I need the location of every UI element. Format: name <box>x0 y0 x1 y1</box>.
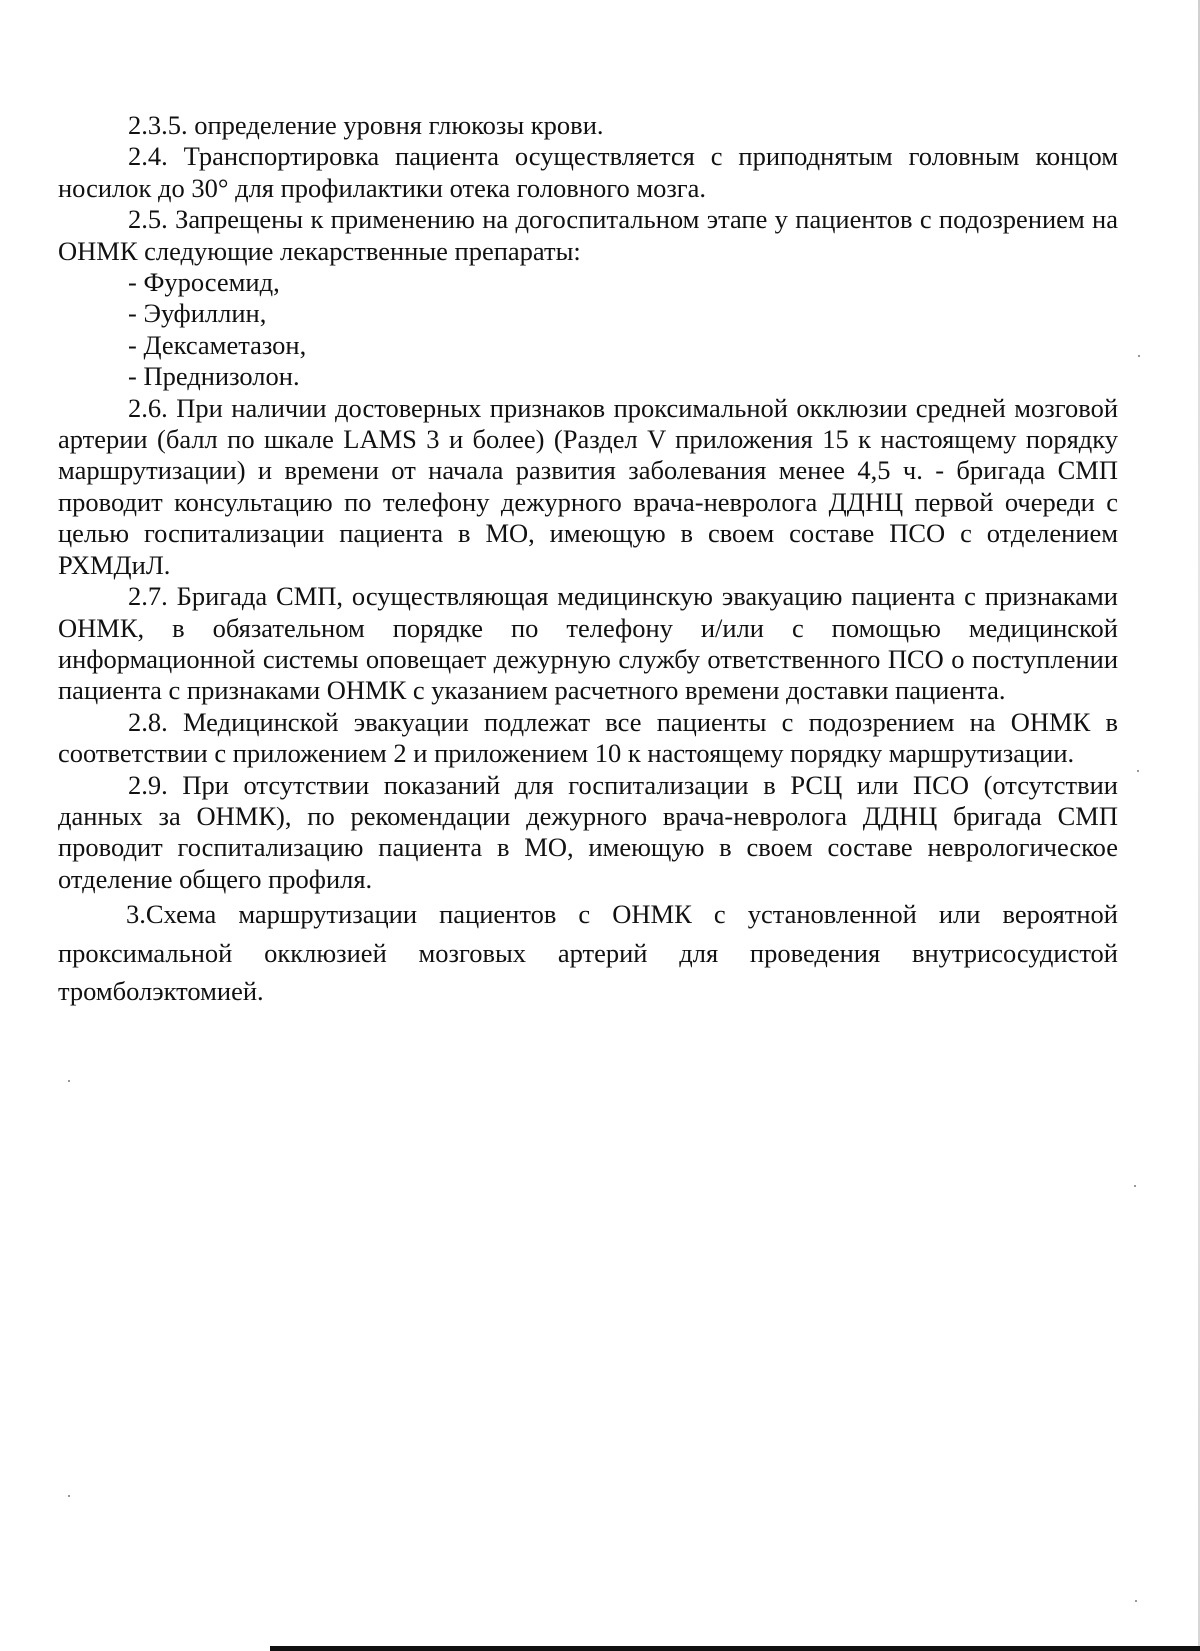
paragraph-2-8: 2.8. Медицинской эвакуации подлежат все пациенты с подозрением на ОНМК в соответствии с приложением 2 и приложением 10 к настоящему порядку маршрутизации. <box>58 706 1118 769</box>
list-item-prednisolone: - Преднизолон. <box>128 361 300 392</box>
list-item-furosemide: - Фуросемид, <box>128 267 280 298</box>
paragraph-2-3-5: 2.3.5. определение уровня глюкозы крови. <box>128 110 604 140</box>
scan-edge-bottom <box>270 1646 1200 1651</box>
paragraph-2-5: 2.5. Запрещены к применению на догоспитальном этапе у пациентов с подозрением на ОНМК следующие лекарственные препараты: <box>58 204 1118 266</box>
scan-speck <box>1135 1600 1137 1602</box>
list-item-dexamethasone: - Дексаметазон, <box>128 329 307 360</box>
paragraph-3: 3.Схема маршрутизации пациентов с ОНМК с установленной или вероятной проксимальной окклюзией мозговых артерий для проведения внутрисосудистой тромболэктомией. <box>58 899 1118 1007</box>
list-item-euphylline: - Эуфиллин, <box>128 298 267 329</box>
scan-speck <box>1138 355 1140 357</box>
scan-speck <box>68 1495 70 1497</box>
scan-speck <box>68 1080 70 1082</box>
paragraph-2-9: 2.9. При отсутствии показаний для госпитализации в РСЦ или ПСО (отсутствии данных за ОНМК), по рекомендации дежурного врача-невролога ДДНЦ бригада СМП проводит госпитализацию пациента в МО, имеющую в своем составе неврологическое отделение общего профиля. <box>58 769 1118 894</box>
scan-speck <box>1134 1185 1136 1187</box>
document-body <box>58 110 1118 1011</box>
paragraph-2-6: 2.6. При наличии достоверных признаков проксимальной окклюзии средней мозговой артерии (балл по шкале LAMS 3 и более) (Раздел V приложения 15 к настоящему порядку маршрутизации) и времени от начала развития заболевания менее 4,5 ч. - бригада СМП проводит консультацию по телефону дежурного врача-невролога ДДНЦ первой очереди с целью госпитализации пациента в МО, имеющую в своем составе ПСО с отделением РХМДиЛ. <box>58 392 1118 580</box>
paragraph-2-7: 2.7. Бригада СМП, осуществляющая медицинскую эвакуацию пациента с признаками ОНМК, в обязательном порядке по телефону и/или с помощью медицинской информационной системы оповещает дежурную службу ответственного ПСО о поступлении пациента с признаками ОНМК с указанием расчетного времени доставки пациента. <box>58 581 1118 706</box>
paragraph-2-4: 2.4. Транспортировка пациента осуществляется с приподнятым головным концом носилок до 30° для профилактики отека головного мозга. <box>58 141 1118 203</box>
scan-speck <box>1137 770 1139 772</box>
